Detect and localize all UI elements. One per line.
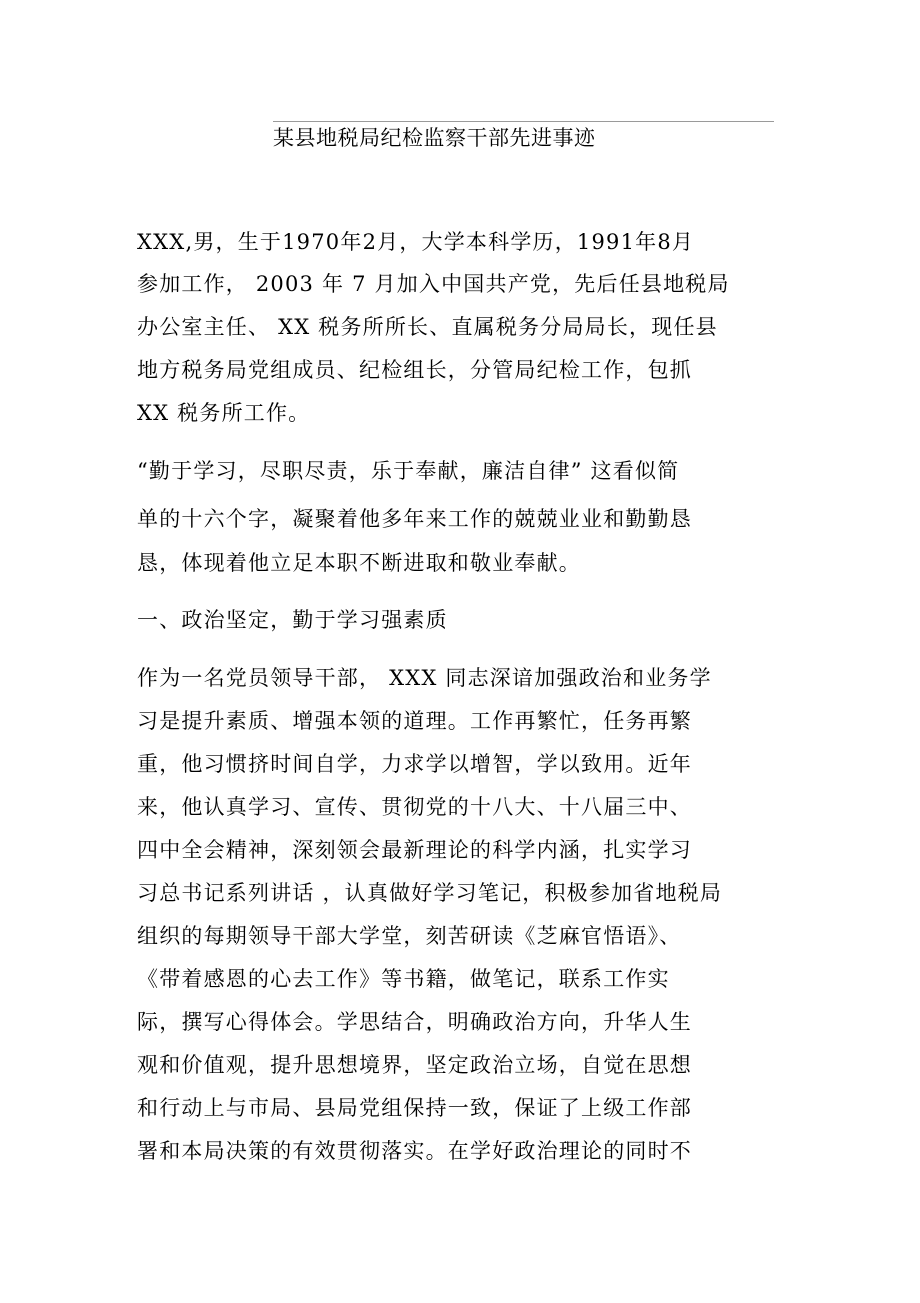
paragraph-3-line-12: 署和本局决策的有效贯彻落实。在学好政治理论的同时不 bbox=[137, 1139, 692, 1163]
paragraph-3-line-2: 习是提升素质、增强本领的道理。工作再繁忙，任务再繁 bbox=[137, 709, 692, 733]
paragraph-3-line-8: 《带着感恩的心去工作》等书籍，做笔记，联系工作实 bbox=[137, 967, 670, 991]
paragraph-1-line-1: XXX,男，生于1970年2月，大学本科学历，1991年8月 bbox=[137, 230, 695, 254]
paragraph-3-line-9: 际，撰写心得体会。学思结合，明确政治方向，升华人生 bbox=[137, 1010, 692, 1034]
paragraph-2-line-2: 单的十六个字，凝聚着他多年来工作的兢兢业业和勤勤恳 bbox=[137, 507, 692, 531]
paragraph-3-line-3: 重，他习惯挤时间自学，力求学以增智，学以致用。近年 bbox=[137, 752, 692, 776]
paragraph-3-line-7: 组织的每期领导干部大学堂，刻苦研读《芝麻官悟语》、 bbox=[137, 924, 682, 948]
section-1-heading: 一、政治坚定，勤于学习强素质 bbox=[137, 608, 448, 632]
header-rule bbox=[273, 121, 774, 122]
paragraph-3-line-6: 习总书记系列讲话 ，认真做好学习笔记，积极参加省地税局 bbox=[137, 881, 723, 905]
paragraph-2-line-1: “勤于学习，尽职尽责，乐于奉献，廉洁自律” 这看似简 bbox=[137, 459, 680, 483]
document-title: 某县地税局纪检监察干部先进事迹 bbox=[273, 126, 596, 150]
paragraph-1-line-2: 参加工作， 2003 年 7 月加入中国共产党，先后任县地税局 bbox=[137, 272, 730, 296]
paragraph-3-line-4: 来，他认真学习、宣传、贯彻党的十八大、十八届三中、 bbox=[137, 795, 692, 819]
paragraph-3-line-1: 作为一名党员领导干部， XXX 同志深谙加强政治和业务学 bbox=[137, 666, 712, 690]
paragraph-1-line-3: 办公室主任、 XX 税务所所长、直属税务分局局长，现任县 bbox=[137, 315, 718, 339]
paragraph-2-line-3: 恳，体现着他立足本职不断进取和敬业奉献。 bbox=[137, 551, 581, 575]
paragraph-3-line-5: 四中全会精神，深刻领会最新理论的科学内涵，扎实学习 bbox=[137, 838, 692, 862]
paragraph-1-line-4: 地方税务局党组成员、纪检组长，分管局纪检工作，包抓 bbox=[137, 358, 692, 382]
paragraph-3-line-11: 和行动上与市局、县局党组保持一致，保证了上级工作部 bbox=[137, 1096, 692, 1120]
paragraph-3-line-10: 观和价值观，提升思想境界，坚定政治立场，自觉在思想 bbox=[137, 1053, 692, 1077]
paragraph-1-line-5: XX 税务所工作。 bbox=[137, 401, 311, 425]
